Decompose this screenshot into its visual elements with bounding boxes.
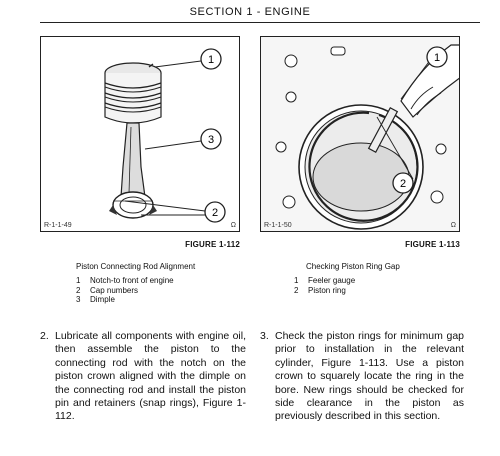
legend-item: 2 Cap numbers <box>76 285 139 295</box>
figure-ref: R-1-1-50 <box>264 222 292 229</box>
piston-rod-illustration <box>41 37 240 232</box>
step-text: Check the piston rings for minimum gap prior to installation in the relevant cylinder, Figure 1-113. Use a piston crown to squarely locate the ring in the bore. New rings should be checked for side clearance in the piston as previously described in this section. <box>275 330 464 423</box>
header-rule <box>40 22 480 23</box>
legend-item: 2 Piston ring <box>294 285 346 295</box>
legend-item: 1 Notch-to front of engine <box>76 276 174 285</box>
step-number: 2. <box>40 330 49 342</box>
step-text: Lubricate all components with engine oil, then assemble the piston to the connecting rod with the notch on the piston crown aligned with the dimple on the connecting rod and install the piston pin and retainers (snap rings), Figure 1-112. <box>55 330 246 423</box>
figure-ring-gap <box>260 36 460 232</box>
legend-item: 1 Feeler gauge <box>294 276 356 285</box>
figure-piston-rod <box>40 36 240 232</box>
figure-title-left: FIGURE 1-112 <box>185 240 240 249</box>
figure-mark: Ω <box>450 222 456 229</box>
callout-2-label: 2 <box>211 207 219 219</box>
legend-left <box>76 276 174 305</box>
step-number: 3. <box>260 330 269 342</box>
callout-1-label: 1 <box>433 52 441 64</box>
figure-title-right: FIGURE 1-113 <box>405 240 460 249</box>
ring-gap-illustration <box>261 37 460 232</box>
step-3-paragraph <box>260 330 464 424</box>
figure-ref: R-1-1-49 <box>44 222 72 229</box>
callout-1-label: 1 <box>207 54 215 66</box>
callout-2-label: 2 <box>399 178 407 190</box>
legend-item: 3 Dimple <box>76 295 115 304</box>
callout-3-label: 3 <box>207 134 215 146</box>
step-2-paragraph <box>40 330 246 424</box>
caption-right: Checking Piston Ring Gap <box>306 262 400 271</box>
section-header: SECTION 1 - ENGINE <box>189 6 311 18</box>
caption-left: Piston Connecting Rod Alignment <box>76 262 196 271</box>
figure-mark: Ω <box>230 222 236 229</box>
legend-right <box>294 276 355 295</box>
